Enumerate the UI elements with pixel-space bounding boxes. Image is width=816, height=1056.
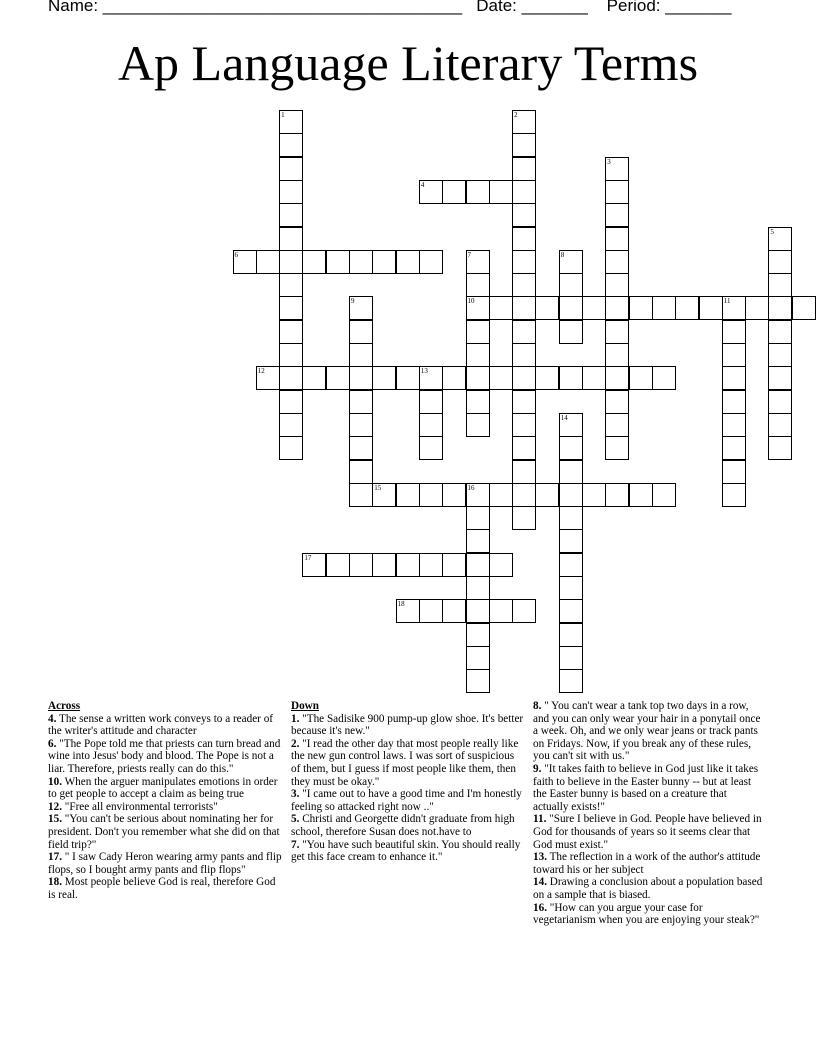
grid-cell[interactable] <box>559 599 583 623</box>
grid-cell[interactable] <box>466 366 490 390</box>
clue-item <box>533 700 765 763</box>
grid-cell[interactable] <box>279 343 303 367</box>
clue-item <box>48 876 283 901</box>
grid-cell[interactable] <box>419 553 443 577</box>
grid-cell[interactable] <box>349 250 373 274</box>
grid-cell[interactable] <box>792 296 816 320</box>
clue-item <box>533 763 765 813</box>
grid-cell[interactable] <box>722 413 746 437</box>
clue-number: 5 <box>770 227 774 236</box>
grid-cell[interactable] <box>512 483 536 507</box>
clue-item <box>291 813 526 838</box>
grid-cell[interactable] <box>559 553 583 577</box>
down-heading: Down <box>291 700 319 712</box>
clue-number-label: 14. <box>533 876 547 889</box>
clue-item <box>48 738 283 776</box>
grid-cell[interactable] <box>559 250 583 274</box>
grid-cell[interactable] <box>768 366 792 390</box>
grid-cell[interactable] <box>256 250 280 274</box>
grid-cell[interactable] <box>605 343 629 367</box>
clue-number: 10 <box>467 297 475 306</box>
grid-cell[interactable] <box>605 157 629 181</box>
grid-cell[interactable] <box>279 413 303 437</box>
grid-cell[interactable] <box>559 273 583 297</box>
grid-cell[interactable] <box>396 599 420 623</box>
clue-item <box>533 851 765 876</box>
clue-text: "I came out to have a good time and I'm honestly feeling so attacked right now .." <box>291 788 522 813</box>
grid-cell[interactable] <box>419 390 443 414</box>
grid-cell[interactable] <box>349 296 373 320</box>
grid-cell[interactable] <box>559 529 583 553</box>
grid-cell[interactable] <box>722 343 746 367</box>
grid-cell[interactable] <box>512 203 536 227</box>
clue-number: 12 <box>257 367 265 376</box>
grid-cell[interactable] <box>466 623 490 647</box>
clue-item <box>291 738 526 788</box>
clue-number-label: 13. <box>533 851 547 864</box>
grid-cell[interactable] <box>302 250 326 274</box>
grid-cell[interactable] <box>466 529 490 553</box>
grid-cell[interactable] <box>768 343 792 367</box>
clue-number-label: 4. <box>48 712 57 725</box>
clue-number-label: 2. <box>291 737 300 750</box>
grid-cell[interactable] <box>279 157 303 181</box>
grid-cell[interactable] <box>396 483 420 507</box>
grid-cell[interactable] <box>466 296 490 320</box>
grid-cell[interactable] <box>279 110 303 134</box>
grid-cell[interactable] <box>349 460 373 484</box>
clue-text: "How can you argue your case for vegetarianism when you are enjoying your steak?" <box>533 901 760 927</box>
across-heading: Across <box>48 700 81 712</box>
name-date-period-line: Name: ______________________________________ Date: _______ Period: _______ <box>48 0 732 15</box>
clue-text: " I saw Cady Heron wearing army pants and flip flops, so I bought army pants and flip flops" <box>48 851 282 876</box>
clue-number-label: 1. <box>291 712 300 725</box>
grid-cell[interactable] <box>512 296 536 320</box>
clue-item <box>48 776 283 801</box>
grid-cell[interactable] <box>582 296 606 320</box>
grid-cell[interactable] <box>489 296 513 320</box>
clue-number: 9 <box>351 297 355 306</box>
clue-item <box>48 813 283 851</box>
grid-cell[interactable] <box>512 599 536 623</box>
grid-cell[interactable] <box>396 366 420 390</box>
grid-cell[interactable] <box>768 273 792 297</box>
grid-cell[interactable] <box>559 623 583 647</box>
clue-text: Christi and Georgette didn't graduate from high school, therefore Susan does not.have to <box>291 813 515 838</box>
grid-cell[interactable] <box>512 436 536 460</box>
grid-cell[interactable] <box>535 366 559 390</box>
clue-item <box>533 813 765 851</box>
clue-number-label: 8. <box>533 700 542 712</box>
grid-cell[interactable] <box>512 273 536 297</box>
clue-text: The sense a written work conveys to a reader of the writer's attitude and character <box>48 712 274 738</box>
grid-cell[interactable] <box>326 250 350 274</box>
grid-cell[interactable] <box>349 436 373 460</box>
grid-cell[interactable] <box>279 366 303 390</box>
grid-cell[interactable] <box>419 250 443 274</box>
down-clue-list <box>291 713 526 864</box>
grid-cell[interactable] <box>722 436 746 460</box>
grid-cell[interactable] <box>512 320 536 344</box>
grid-cell[interactable] <box>349 390 373 414</box>
clue-text: "The Pope told me that priests can turn bread and wine into Jesus' body and blood. The Pope is not a liar. Therefore, priests really can do this." <box>48 737 281 775</box>
grid-cell[interactable] <box>559 320 583 344</box>
grid-cell[interactable] <box>349 320 373 344</box>
grid-cell[interactable] <box>605 250 629 274</box>
grid-cell[interactable] <box>372 250 396 274</box>
clue-text: "I read the other day that most people really like the new gun control laws. I was sort of suspicious of them, but I guess if most people like them, then they must be okay." <box>291 737 519 788</box>
grid-cell[interactable] <box>512 180 536 204</box>
clue-text: The reflection in a work of the author's attitude toward his or her subject <box>533 851 761 876</box>
grid-cell[interactable] <box>559 506 583 530</box>
grid-cell[interactable] <box>652 483 676 507</box>
clue-text: "You can't be serious about nominating her for president. Don't you remember what she did on that field trip?" <box>48 813 280 851</box>
clue-number: 8 <box>560 250 565 259</box>
grid-cell[interactable] <box>745 296 769 320</box>
grid-cell[interactable] <box>489 483 513 507</box>
clue-number: 6 <box>234 250 238 259</box>
grid-cell[interactable] <box>512 366 536 390</box>
grid-cell[interactable] <box>559 436 583 460</box>
grid-cell[interactable] <box>675 296 699 320</box>
grid-cell[interactable] <box>349 483 373 507</box>
grid-cell[interactable] <box>419 436 443 460</box>
grid-cell[interactable] <box>605 203 629 227</box>
clue-number: 11 <box>723 297 731 306</box>
grid-cell[interactable] <box>722 390 746 414</box>
clue-item <box>48 713 283 738</box>
grid-cell[interactable] <box>419 483 443 507</box>
grid-cell[interactable] <box>652 366 676 390</box>
clue-number: 17 <box>304 553 312 562</box>
grid-cell[interactable] <box>512 133 536 157</box>
clue-number-label: 17. <box>48 851 62 864</box>
grid-cell[interactable] <box>302 366 326 390</box>
grid-cell[interactable] <box>605 296 629 320</box>
clue-number: 18 <box>397 600 405 609</box>
grid-cell[interactable] <box>535 483 559 507</box>
grid-cell[interactable] <box>512 506 536 530</box>
clue-number: 2 <box>514 111 518 119</box>
grid-cell[interactable] <box>442 180 466 204</box>
grid-cell[interactable] <box>605 436 629 460</box>
grid-cell[interactable] <box>419 413 443 437</box>
grid-cell[interactable] <box>419 599 443 623</box>
grid-cell[interactable] <box>302 553 326 577</box>
grid-cell[interactable] <box>768 227 792 251</box>
clue-number-label: 10. <box>48 775 62 788</box>
grid-cell[interactable] <box>466 273 490 297</box>
grid-cell[interactable] <box>466 669 490 693</box>
grid-cell[interactable] <box>279 203 303 227</box>
grid-cell[interactable] <box>442 553 466 577</box>
grid-cell[interactable] <box>605 227 629 251</box>
across-clue-list <box>48 713 283 902</box>
clue-item <box>48 851 283 876</box>
grid-cell[interactable] <box>559 366 583 390</box>
grid-cell[interactable] <box>629 366 653 390</box>
grid-cell[interactable] <box>279 390 303 414</box>
grid-cell[interactable] <box>442 483 466 507</box>
grid-cell[interactable] <box>605 413 629 437</box>
clue-text: Most people believe God is real, therefore God is real. <box>48 876 276 901</box>
grid-cell[interactable] <box>559 483 583 507</box>
grid-cell[interactable] <box>559 460 583 484</box>
grid-cell[interactable] <box>466 576 490 600</box>
clue-text: When the arguer manipulates emotions in order to get people to accept a claim as being true <box>48 775 278 801</box>
clue-number-label: 12. <box>48 800 62 813</box>
grid-cell[interactable] <box>559 296 583 320</box>
grid-cell[interactable] <box>582 483 606 507</box>
grid-cell[interactable] <box>605 180 629 204</box>
grid-cell[interactable] <box>326 553 350 577</box>
clues-column-down-continued <box>533 700 765 927</box>
grid-cell[interactable] <box>419 180 443 204</box>
grid-cell[interactable] <box>349 343 373 367</box>
grid-cell[interactable] <box>279 296 303 320</box>
grid-cell[interactable] <box>256 366 280 390</box>
grid-cell[interactable] <box>466 599 490 623</box>
grid-cell[interactable] <box>629 483 653 507</box>
clue-text: " You can't wear a tank top two days in a row, and you can only wear your hair in a ponytail once a week. Oh, and we only wear jeans or track pants on Fridays. Now, if you break any of these rules, you can't sit with us." <box>533 700 761 763</box>
clue-number-label: 3. <box>291 788 300 801</box>
clue-number: 3 <box>607 157 611 166</box>
clue-number-label: 16. <box>533 901 547 914</box>
grid-cell[interactable] <box>768 390 792 414</box>
grid-cell[interactable] <box>396 250 420 274</box>
grid-cell[interactable] <box>279 436 303 460</box>
grid-cell[interactable] <box>699 296 723 320</box>
clue-item <box>291 713 526 738</box>
grid-cell[interactable] <box>722 460 746 484</box>
grid-cell[interactable] <box>466 553 490 577</box>
grid-cell[interactable] <box>489 599 513 623</box>
grid-cell[interactable] <box>512 110 536 134</box>
grid-cell[interactable] <box>372 553 396 577</box>
grid-cell[interactable] <box>442 366 466 390</box>
grid-cell[interactable] <box>559 413 583 437</box>
clue-number-label: 11. <box>533 813 547 826</box>
grid-cell[interactable] <box>279 250 303 274</box>
grid-cell[interactable] <box>605 483 629 507</box>
grid-cell[interactable] <box>722 366 746 390</box>
clue-number: 16 <box>467 483 475 492</box>
grid-cell[interactable] <box>722 483 746 507</box>
grid-cell[interactable] <box>512 390 536 414</box>
grid-cell[interactable] <box>535 296 559 320</box>
grid-cell[interactable] <box>629 296 653 320</box>
clue-text: "You have such beautiful skin. You should really get this face cream to enhance it." <box>291 838 521 864</box>
grid-cell[interactable] <box>582 366 606 390</box>
clue-number-label: 6. <box>48 737 57 750</box>
grid-cell[interactable] <box>605 320 629 344</box>
grid-cell[interactable] <box>372 366 396 390</box>
grid-cell[interactable] <box>512 460 536 484</box>
grid-cell[interactable] <box>466 483 490 507</box>
grid-cell[interactable] <box>279 320 303 344</box>
grid-cell[interactable] <box>605 273 629 297</box>
grid-cell[interactable] <box>466 343 490 367</box>
grid-cell[interactable] <box>349 366 373 390</box>
clue-number: 1 <box>281 111 285 119</box>
grid-cell[interactable] <box>512 343 536 367</box>
clue-item <box>48 801 283 814</box>
grid-cell[interactable] <box>605 390 629 414</box>
clue-text: "The Sadisike 900 pump-up glow shoe. It's better because it's new." <box>291 712 524 738</box>
clues-column-down <box>291 700 526 864</box>
grid-cell[interactable] <box>466 390 490 414</box>
grid-cell[interactable] <box>768 436 792 460</box>
clue-number: 7 <box>467 250 471 259</box>
clue-item <box>533 876 765 901</box>
clue-text: "It takes faith to believe in God just like it takes faith to believe in the Easter bunny -- but at least the Easter bunny is based on a creature that actually exists!" <box>533 762 759 813</box>
grid-cell[interactable] <box>489 180 513 204</box>
grid-cell[interactable] <box>466 506 490 530</box>
grid-cell[interactable] <box>768 250 792 274</box>
grid-cell[interactable] <box>559 646 583 670</box>
grid-cell[interactable] <box>349 413 373 437</box>
grid-cell[interactable] <box>722 320 746 344</box>
grid-cell[interactable] <box>489 366 513 390</box>
grid-cell[interactable] <box>233 250 257 274</box>
clue-number-label: 9. <box>533 762 542 775</box>
grid-cell[interactable] <box>466 250 490 274</box>
down-clue-list-continued <box>533 700 765 927</box>
grid-cell[interactable] <box>419 366 443 390</box>
clue-item <box>291 839 526 864</box>
grid-cell[interactable] <box>489 553 513 577</box>
grid-cell[interactable] <box>512 157 536 181</box>
grid-cell[interactable] <box>722 296 746 320</box>
grid-cell[interactable] <box>279 273 303 297</box>
grid-cell[interactable] <box>768 320 792 344</box>
clue-number-label: 15. <box>48 813 62 826</box>
grid-cell[interactable] <box>466 413 490 437</box>
grid-cell[interactable] <box>349 553 373 577</box>
grid-cell[interactable] <box>559 669 583 693</box>
clue-text: "Sure I believe in God. People have believed in God for thousands of years so it seems clear that God must exist." <box>533 813 762 851</box>
clue-text: "Free all environmental terrorists" <box>61 800 218 813</box>
clue-number-label: 5. <box>291 813 300 826</box>
clue-number-label: 7. <box>291 838 300 851</box>
grid-cell[interactable] <box>466 646 490 670</box>
grid-cell[interactable] <box>652 296 676 320</box>
clue-item <box>533 902 765 927</box>
clue-number: 13 <box>420 367 428 376</box>
clue-text: Drawing a conclusion about a population based on a sample that is biased. <box>533 876 763 901</box>
grid-cell[interactable] <box>372 483 396 507</box>
grid-cell[interactable] <box>559 576 583 600</box>
grid-cell[interactable] <box>768 296 792 320</box>
grid-cell[interactable] <box>396 553 420 577</box>
clues-column-across <box>48 700 283 902</box>
grid-cell[interactable] <box>442 599 466 623</box>
grid-cell[interactable] <box>466 320 490 344</box>
grid-cell[interactable] <box>512 227 536 251</box>
grid-cell[interactable] <box>466 180 490 204</box>
clue-number-label: 18. <box>48 876 62 889</box>
grid-cell[interactable] <box>512 413 536 437</box>
grid-cell[interactable] <box>768 413 792 437</box>
grid-cell[interactable] <box>279 133 303 157</box>
grid-cell[interactable] <box>605 366 629 390</box>
clue-item <box>291 788 526 813</box>
page-title: Ap Language Literary Terms <box>117 35 699 91</box>
grid-cell[interactable] <box>279 180 303 204</box>
clue-number: 4 <box>420 180 425 189</box>
grid-cell[interactable] <box>512 250 536 274</box>
grid-cell[interactable] <box>279 227 303 251</box>
grid-cell[interactable] <box>326 366 350 390</box>
clue-number: 14 <box>560 413 568 422</box>
clue-number: 15 <box>374 483 382 492</box>
